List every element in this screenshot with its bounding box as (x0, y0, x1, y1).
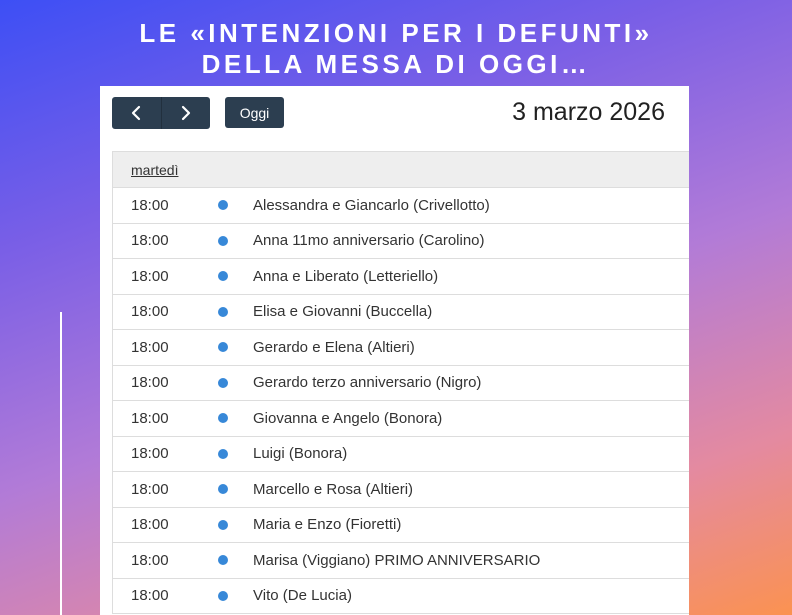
event-dot-icon (218, 484, 228, 494)
event-title[interactable]: Marcello e Rosa (Altieri) (253, 480, 414, 498)
event-dot-icon (218, 449, 228, 459)
event-time: 18:00 (131, 409, 169, 427)
decorative-divider (60, 312, 62, 615)
event-dot-cell (209, 342, 237, 352)
event-title[interactable]: Marisa (Viggiano) PRIMO ANNIVERSARIO (253, 551, 541, 569)
list-item[interactable] (113, 295, 689, 331)
event-time: 18:00 (131, 303, 169, 321)
event-time: 18:00 (131, 480, 169, 498)
event-rows (113, 188, 689, 614)
prev-next-button-group (112, 97, 210, 129)
chevron-left-icon (130, 105, 142, 121)
event-time: 18:00 (131, 232, 169, 250)
event-title[interactable]: Alessandra e Giancarlo (Crivellotto) (253, 196, 490, 214)
event-dot-cell (209, 200, 237, 210)
event-time: 18:00 (131, 587, 169, 605)
list-item[interactable] (113, 366, 689, 402)
event-dot-cell (209, 591, 237, 601)
event-dot-icon (218, 591, 228, 601)
list-item[interactable] (113, 543, 689, 579)
event-dot-cell (209, 520, 237, 530)
event-title[interactable]: Anna e Liberato (Letteriello) (253, 267, 439, 285)
headline-line-1: LE «INTENZIONI PER I DEFUNTI» (139, 18, 653, 48)
event-dot-icon (218, 378, 228, 388)
chevron-right-icon (180, 105, 192, 121)
event-title[interactable]: Vito (De Lucia) (253, 587, 352, 605)
event-time: 18:00 (131, 374, 169, 392)
event-time: 18:00 (131, 516, 169, 534)
headline-line-2: DELLA MESSA DI OGGI… (201, 49, 591, 79)
calendar-panel (100, 86, 689, 615)
list-item[interactable] (113, 224, 689, 260)
list-item[interactable] (113, 472, 689, 508)
list-item[interactable] (113, 259, 689, 295)
event-dot-icon (218, 236, 228, 246)
day-link[interactable]: martedì (131, 161, 179, 178)
event-title[interactable]: Anna 11mo anniversario (Carolino) (253, 232, 485, 250)
calendar-title: 3 marzo 2026 (512, 98, 665, 126)
event-title[interactable]: Giovanna e Angelo (Bonora) (253, 409, 443, 427)
event-dot-cell (209, 413, 237, 423)
event-title[interactable]: Gerardo e Elena (Altieri) (253, 338, 415, 356)
event-dot-icon (218, 520, 228, 530)
event-dot-icon (218, 342, 228, 352)
event-dot-cell (209, 307, 237, 317)
headline (0, 18, 792, 80)
event-dot-cell (209, 378, 237, 388)
event-title[interactable]: Luigi (Bonora) (253, 445, 348, 463)
event-dot-cell (209, 449, 237, 459)
day-header (113, 152, 689, 188)
event-dot-icon (218, 555, 228, 565)
event-dot-cell (209, 236, 237, 246)
next-button[interactable] (161, 97, 211, 129)
prev-button[interactable] (112, 97, 161, 129)
event-title[interactable]: Elisa e Giovanni (Buccella) (253, 303, 433, 321)
event-dot-icon (218, 271, 228, 281)
event-time: 18:00 (131, 267, 169, 285)
list-item[interactable] (113, 579, 689, 615)
event-dot-icon (218, 200, 228, 210)
event-time: 18:00 (131, 338, 169, 356)
list-item[interactable] (113, 330, 689, 366)
event-time: 18:00 (131, 445, 169, 463)
event-dot-cell (209, 555, 237, 565)
today-button[interactable]: Oggi (225, 97, 284, 128)
event-time: 18:00 (131, 551, 169, 569)
list-item[interactable] (113, 437, 689, 473)
list-item[interactable] (113, 401, 689, 437)
event-list (112, 151, 689, 614)
event-dot-cell (209, 484, 237, 494)
list-item[interactable] (113, 508, 689, 544)
event-time: 18:00 (131, 196, 169, 214)
calendar-toolbar (100, 86, 689, 146)
event-dot-icon (218, 413, 228, 423)
event-title[interactable]: Gerardo terzo anniversario (Nigro) (253, 374, 482, 392)
event-title[interactable]: Maria e Enzo (Fioretti) (253, 516, 402, 534)
event-dot-cell (209, 271, 237, 281)
list-item[interactable] (113, 188, 689, 224)
event-dot-icon (218, 307, 228, 317)
